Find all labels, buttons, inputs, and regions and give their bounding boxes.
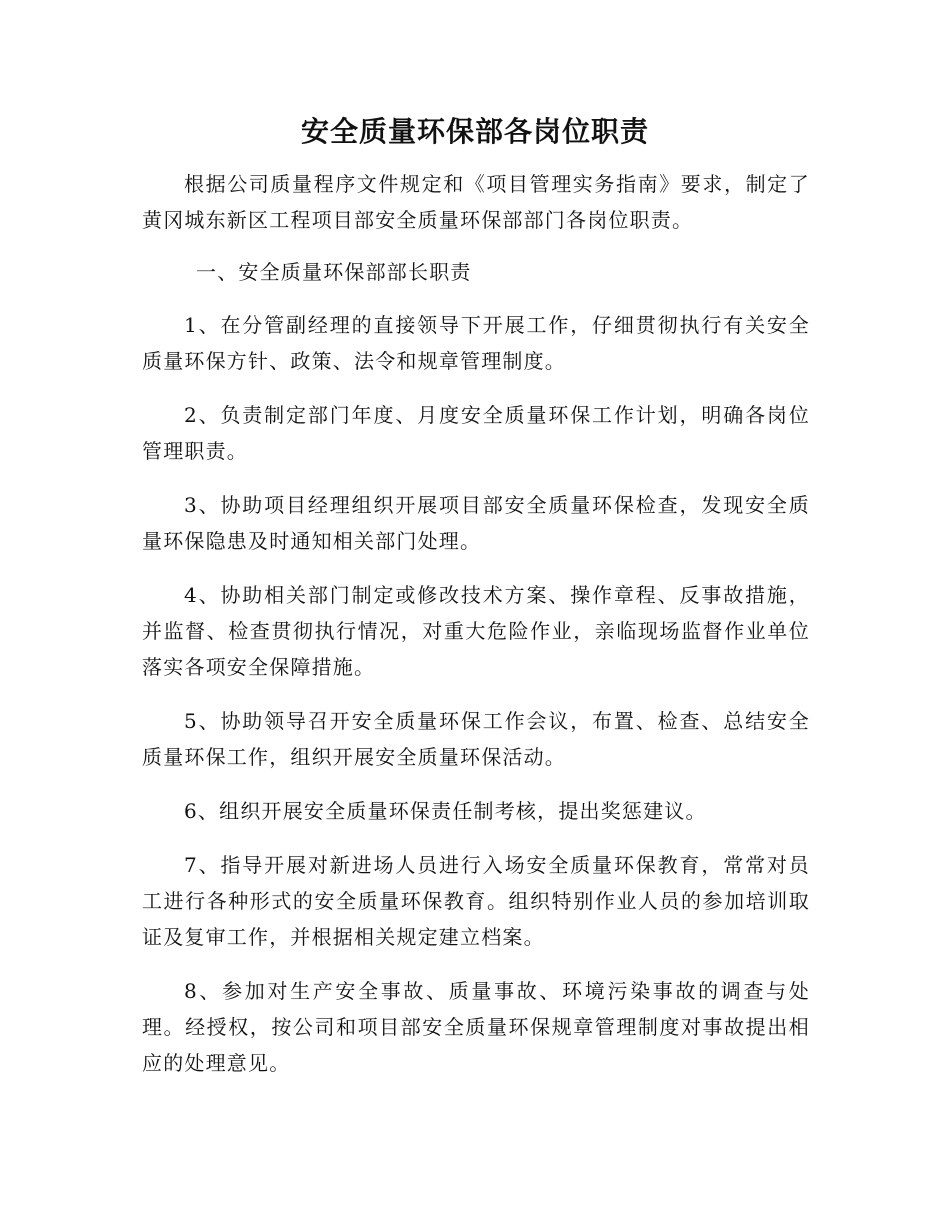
duty-item-4: 4、协助相关部门制定或修改技术方案、操作章程、反事故措施，并监督、检查贯彻执行情况，对重大危险作业，亲临现场监督作业单位落实各项安全保障措施。 xyxy=(142,583,810,679)
duty-item-3: 3、协助项目经理组织开展项目部安全质量环保检查，发现安全质量环保隐患及时通知相关部门处理。 xyxy=(142,493,810,553)
intro-paragraph: 根据公司质量程序文件规定和《项目管理实务指南》要求，制定了黄冈城东新区工程项目部安全质量环保部部门各岗位职责。 xyxy=(142,172,810,232)
duty-item-8: 8、参加对生产安全事故、质量事故、环境污染事故的调查与处理。经授权，按公司和项目部安全质量环保规章管理制度对事故提出相应的处理意见。 xyxy=(142,979,810,1075)
duty-item-1: 1、在分管副经理的直接领导下开展工作，仔细贯彻执行有关安全质量环保方针、政策、法令和规章管理制度。 xyxy=(142,313,810,373)
duty-item-7: 7、指导开展对新进场人员进行入场安全质量环保教育，常常对员工进行各种形式的安全质量环保教育。组织特别作业人员的参加培训取证及复审工作，并根据相关规定建立档案。 xyxy=(142,853,810,949)
duty-item-5: 5、协助领导召开安全质量环保工作会议，布置、检查、总结安全质量环保工作，组织开展安全质量环保活动。 xyxy=(142,709,810,769)
duty-item-2: 2、负责制定部门年度、月度安全质量环保工作计划，明确各岗位管理职责。 xyxy=(142,403,810,463)
section-heading: 一、安全质量环保部部长职责 xyxy=(196,260,472,284)
duty-item-6: 6、组织开展安全质量环保责任制考核，提出奖惩建议。 xyxy=(184,799,707,823)
document-title: 安全质量环保部各岗位职责 xyxy=(300,115,649,148)
